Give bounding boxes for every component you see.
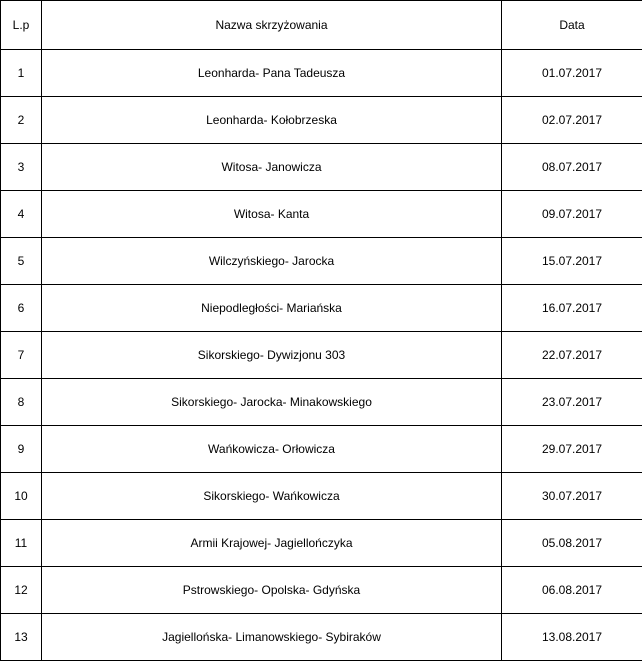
header-lp: L.p <box>1 1 42 50</box>
row-date: 05.08.2017 <box>502 520 642 567</box>
row-lp: 13 <box>1 614 42 661</box>
row-intersection-name: Wilczyńskiego- Jarocka <box>42 238 502 285</box>
row-lp: 8 <box>1 379 42 426</box>
row-lp: 11 <box>1 520 42 567</box>
table-row <box>1 285 642 332</box>
row-date: 01.07.2017 <box>502 50 642 97</box>
row-date: 13.08.2017 <box>502 614 642 661</box>
table-row <box>1 97 642 144</box>
row-lp: 7 <box>1 332 42 379</box>
row-intersection-name: Sikorskiego- Jarocka- Minakowskiego <box>42 379 502 426</box>
header-date: Data <box>502 1 642 50</box>
row-intersection-name: Leonharda- Kołobrzeska <box>42 97 502 144</box>
table-row <box>1 473 642 520</box>
row-date: 29.07.2017 <box>502 426 642 473</box>
table-row <box>1 520 642 567</box>
row-intersection-name: Leonharda- Pana Tadeusza <box>42 50 502 97</box>
row-date: 02.07.2017 <box>502 97 642 144</box>
row-intersection-name: Pstrowskiego- Opolska- Gdyńska <box>42 567 502 614</box>
row-date: 23.07.2017 <box>502 379 642 426</box>
row-date: 15.07.2017 <box>502 238 642 285</box>
row-intersection-name: Witosa- Janowicza <box>42 144 502 191</box>
row-lp: 4 <box>1 191 42 238</box>
table-row <box>1 426 642 473</box>
row-intersection-name: Wańkowicza- Orłowicza <box>42 426 502 473</box>
table-row <box>1 614 642 661</box>
row-intersection-name: Jagiellońska- Limanowskiego- Sybiraków <box>42 614 502 661</box>
table-row <box>1 567 642 614</box>
row-intersection-name: Sikorskiego- Dywizjonu 303 <box>42 332 502 379</box>
row-date: 16.07.2017 <box>502 285 642 332</box>
row-lp: 12 <box>1 567 42 614</box>
table-row <box>1 332 642 379</box>
row-lp: 9 <box>1 426 42 473</box>
row-lp: 5 <box>1 238 42 285</box>
row-date: 09.07.2017 <box>502 191 642 238</box>
row-lp: 6 <box>1 285 42 332</box>
row-lp: 3 <box>1 144 42 191</box>
row-lp: 2 <box>1 97 42 144</box>
row-intersection-name: Witosa- Kanta <box>42 191 502 238</box>
table-row <box>1 50 642 97</box>
table-row <box>1 379 642 426</box>
row-date: 30.07.2017 <box>502 473 642 520</box>
row-intersection-name: Sikorskiego- Wańkowicza <box>42 473 502 520</box>
table-row <box>1 144 642 191</box>
row-date: 22.07.2017 <box>502 332 642 379</box>
row-lp: 1 <box>1 50 42 97</box>
row-intersection-name: Armii Krajowej- Jagiellończyka <box>42 520 502 567</box>
row-date: 06.08.2017 <box>502 567 642 614</box>
row-date: 08.07.2017 <box>502 144 642 191</box>
row-intersection-name: Niepodległości- Mariańska <box>42 285 502 332</box>
table-row <box>1 238 642 285</box>
table-header-row <box>1 1 642 50</box>
header-intersection-name: Nazwa skrzyżowania <box>42 1 502 50</box>
table-row <box>1 191 642 238</box>
row-lp: 10 <box>1 473 42 520</box>
